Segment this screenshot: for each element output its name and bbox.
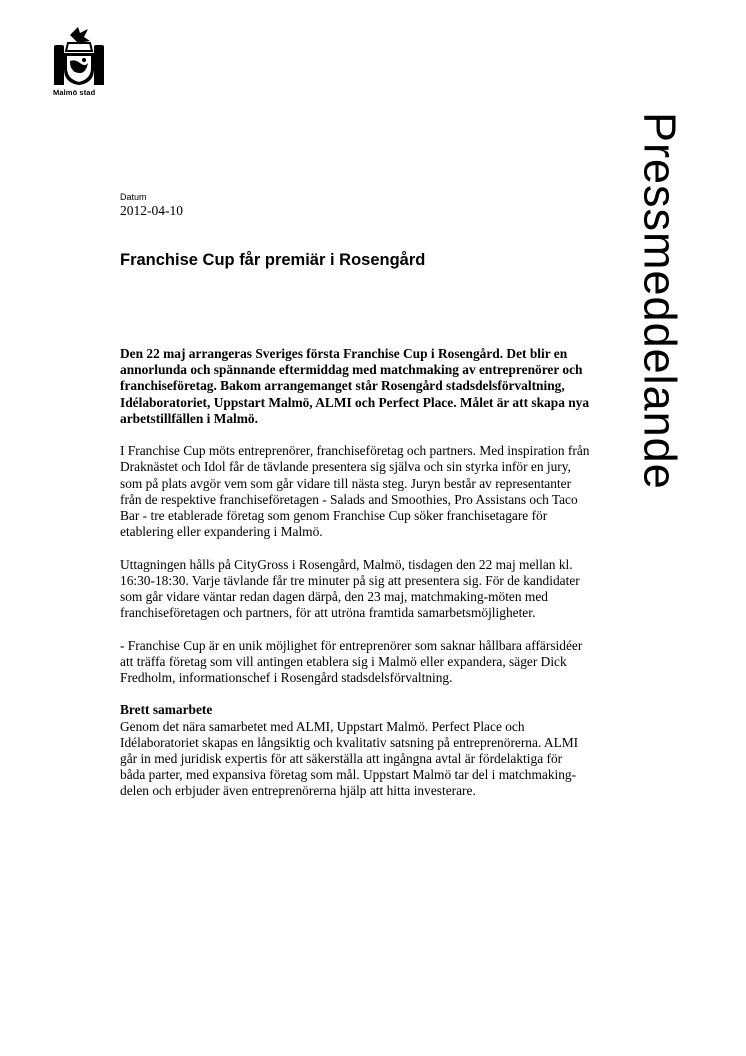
- document-type-title: [615, 112, 705, 562]
- lead-paragraph: Den 22 maj arrangeras Sveriges första Franchise Cup i Rosengård. Det blir en annorlunda och spännande eftermiddag med matchmaking av entreprenörer och franchiseföretag. Bakom arrangemanget står Rosengård stadsdelsförvaltning, Idélaboratoriet, Uppstart Malmö, ALMI och Perfect Place. Målet är att skapa nya arbetstillfällen i Malmö.: [120, 346, 590, 426]
- date-value: 2012-04-10: [120, 203, 183, 218]
- press-release-body: [120, 346, 590, 816]
- date-label: Datum: [120, 192, 147, 202]
- section-subheading: Brett samarbete: [120, 702, 213, 718]
- body-paragraph-1: I Franchise Cup möts entreprenörer, franchiseföretag och partners. Med inspiration från Draknästet och Idol får de tävlande presentera sig själva och sin styrka inför en jury, som på plats avgör vem som går vidare till nästa steg. Juryn består av representanter från de respektive franchiseföretagen - Salads and Smoothies, Pro Assistans och Taco Bar - tre etablerade företag som genom Franchise Cup söker franchisetagare för etablering eller expandering i Malmö.: [120, 443, 590, 540]
- press-release-headline: Franchise Cup får premiär i Rosengård: [120, 251, 426, 269]
- malmo-stad-logo: [50, 25, 110, 87]
- body-paragraph-3: - Franchise Cup är en unik möjlighet för entreprenörer som saknar hållbara affärsidéer att träffa företag som vill antingen etablera sig i Malmö eller expandera, säger Dick Fredholm, informationschef i Rosengård stadsdelsförvaltning.: [120, 637, 583, 686]
- coat-of-arms-icon: [50, 25, 108, 87]
- body-paragraph-4: Genom det nära samarbetet med ALMI, Uppstart Malmö. Perfect Place och Idélaboratoriet skapas en långsiktig och kvalitativ satsning på entreprenörerna. ALMI går in med juridisk expertis för att säkerställa att ingångna avtal är fördelaktiga för båda parter, med expansiva företag som mål. Uppstart Malmö tar del i matchmaking-delen och erbjuder även entreprenörerna hjälp att hitta investerare.: [120, 718, 579, 799]
- body-paragraph-2: Uttagningen hålls på CityGross i Rosengård, Malmö, tisdagen den 22 maj mellan kl. 16:30-18:30. Varje tävlande får tre minuter på sig att presentera sig. För de kandidater som går vidare väntar redan dagen därpå, den 23 maj, matchmaking-möten med franchiseföretagen och partners, för att utröna framtida samarbetsmöjligheter.: [120, 556, 580, 621]
- logo-text: Malmö stad: [53, 88, 96, 97]
- vertical-title-text: Pressmeddelande: [634, 112, 686, 490]
